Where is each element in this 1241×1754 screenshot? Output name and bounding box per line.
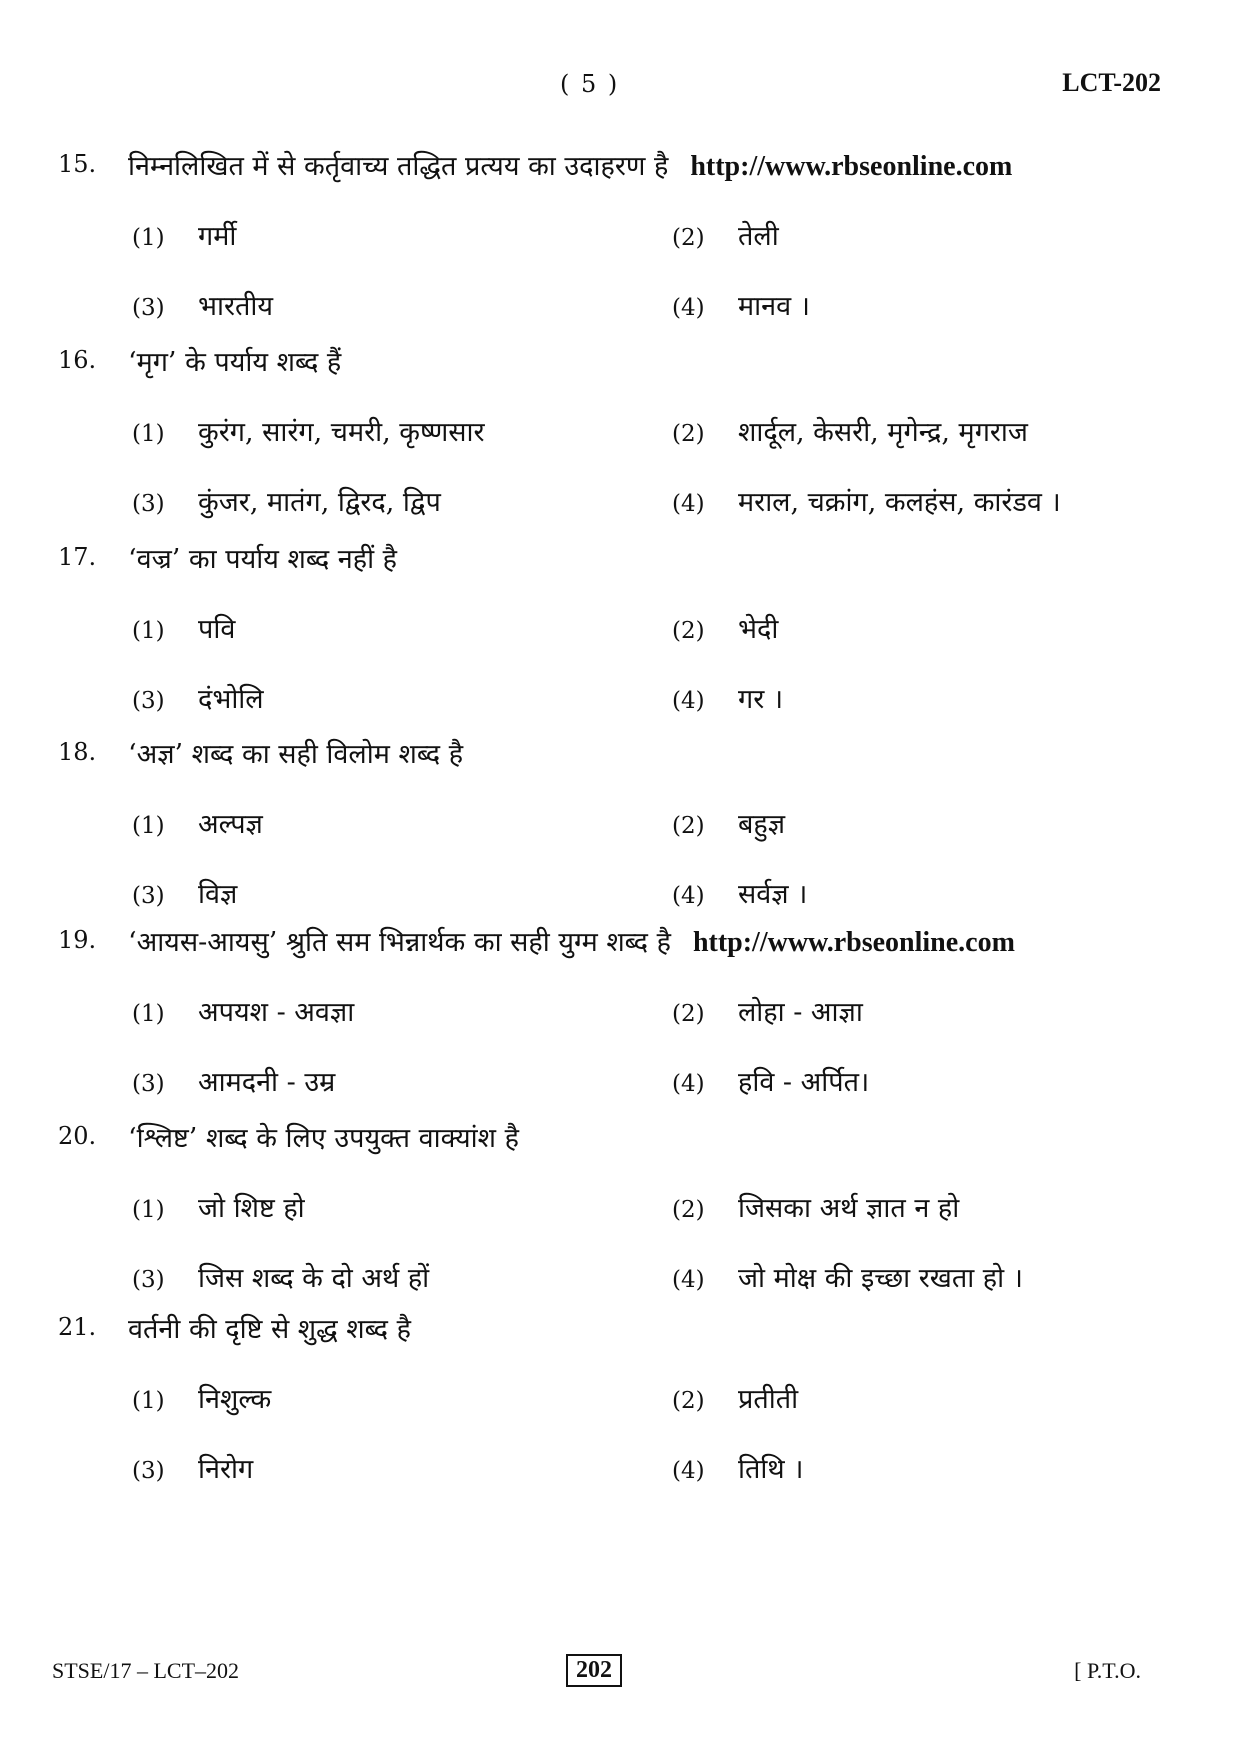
option-3	[132, 1062, 335, 1099]
option-number: (2)	[672, 225, 705, 251]
question-number: 17.	[58, 543, 97, 571]
option-text: सर्वज्ञ ।	[738, 879, 808, 910]
paper-code: LCT-202	[1062, 68, 1161, 97]
option-text: विज्ञ	[198, 879, 238, 910]
footer-code-box: 202	[566, 1654, 622, 1687]
option-number: (3)	[132, 1458, 165, 1484]
option-text: शार्दूल, केसरी, मृगेन्द्र, मृगराज	[738, 417, 1028, 448]
option-number: (1)	[132, 1197, 165, 1223]
option-number: (3)	[132, 688, 165, 714]
option-4	[672, 1062, 869, 1099]
option-text: भारतीय	[198, 291, 274, 322]
option-4	[672, 1258, 1023, 1295]
option-text: भेदी	[738, 614, 779, 645]
option-number: (1)	[132, 225, 165, 251]
option-number: (3)	[132, 883, 165, 909]
option-4	[672, 482, 1061, 519]
option-1	[132, 992, 354, 1029]
option-number: (4)	[672, 295, 705, 321]
option-text: बहुज्ञ	[738, 809, 786, 840]
question-number: 19.	[58, 926, 97, 954]
option-text: निरोग	[198, 1454, 254, 1485]
option-number: (3)	[132, 1267, 165, 1293]
option-number: (2)	[672, 1001, 705, 1027]
option-text: निशुल्क	[198, 1384, 272, 1415]
page-number: ( 5 )	[560, 70, 620, 98]
option-number: (1)	[132, 1388, 165, 1414]
option-text: जो मोक्ष की इच्छा रखता हो ।	[738, 1263, 1023, 1294]
option-3	[132, 1449, 253, 1486]
option-2	[672, 216, 779, 253]
option-text: आमदनी - उम्र	[198, 1067, 336, 1098]
question-number: 18.	[58, 738, 97, 766]
option-number: (2)	[672, 618, 705, 644]
option-number: (1)	[132, 813, 165, 839]
question-text: ‘वज्र’ का पर्याय शब्द नहीं है	[128, 544, 397, 575]
question-number: 16.	[58, 346, 97, 374]
option-text: अपयश - अवज्ञा	[198, 997, 355, 1028]
footer-pto: [ P.T.O.	[1074, 1658, 1141, 1683]
option-text: मानव ।	[738, 291, 810, 322]
option-text: प्रतीती	[738, 1384, 799, 1415]
question-text: ‘श्लिष्ट’ शब्द के लिए उपयुक्त वाक्यांश है	[128, 1123, 519, 1154]
option-number: (1)	[132, 421, 165, 447]
option-text: अल्पज्ञ	[198, 809, 263, 840]
footer-exam-code: STSE/17 – LCT–202	[52, 1658, 240, 1683]
option-1	[132, 1188, 305, 1225]
option-text: मराल, चक्रांग, कलहंस, कारंडव ।	[738, 487, 1061, 518]
option-2	[672, 609, 778, 646]
option-3	[132, 679, 264, 716]
source-url: http://www.rbseonline.com	[692, 927, 1015, 958]
question-text: ‘मृग’ के पर्याय शब्द हैं	[128, 347, 342, 378]
option-text: हवि - अर्पित।	[738, 1067, 870, 1098]
option-1	[132, 412, 485, 449]
option-4	[672, 1449, 803, 1486]
question-number: 20.	[58, 1122, 97, 1150]
option-2	[672, 1188, 959, 1225]
option-number: (4)	[672, 1071, 705, 1097]
option-text: जिसका अर्थ ज्ञात न हो	[738, 1193, 960, 1224]
option-text: दंभोलि	[198, 684, 264, 715]
option-1	[132, 1379, 271, 1416]
question-text	[128, 146, 1012, 183]
question-number: 15.	[58, 150, 97, 178]
source-url: http://www.rbseonline.com	[690, 151, 1013, 182]
question-text: वर्तनी की दृष्टि से शुद्ध शब्द है	[128, 1314, 411, 1345]
option-3	[132, 1258, 429, 1295]
question-text	[128, 922, 1015, 959]
option-text: लोहा - आज्ञा	[738, 997, 863, 1028]
option-text: गर्मी	[198, 221, 237, 252]
question-stem: ‘आयस-आयसु’ श्रुति सम भिन्नार्थक का सही युग्म शब्द है	[128, 927, 671, 958]
option-number: (3)	[132, 295, 165, 321]
option-text: जो शिष्ट हो	[198, 1193, 305, 1224]
option-number: (4)	[672, 688, 705, 714]
option-text: कुंजर, मातंग, द्विरद, द्विप	[198, 487, 441, 518]
option-1	[132, 804, 263, 841]
option-4	[672, 874, 807, 911]
option-number: (4)	[672, 491, 705, 517]
option-text: तिथि ।	[738, 1454, 804, 1485]
option-number: (4)	[672, 883, 705, 909]
question-number: 21.	[58, 1313, 97, 1341]
option-number: (2)	[672, 421, 705, 447]
option-text: गर ।	[738, 684, 784, 715]
option-3	[132, 286, 273, 323]
question-text: ‘अज्ञ’ शब्द का सही विलोम शब्द है	[128, 739, 464, 770]
option-2	[672, 992, 863, 1029]
option-text: पवि	[198, 614, 236, 645]
option-2	[672, 412, 1028, 449]
option-1	[132, 609, 235, 646]
option-number: (3)	[132, 491, 165, 517]
option-number: (4)	[672, 1458, 705, 1484]
option-3	[132, 874, 237, 911]
option-number: (4)	[672, 1267, 705, 1293]
option-text: जिस शब्द के दो अर्थ हों	[198, 1263, 430, 1294]
option-number: (1)	[132, 1001, 165, 1027]
option-number: (2)	[672, 1388, 705, 1414]
option-number: (2)	[672, 813, 705, 839]
option-1	[132, 216, 236, 253]
option-number: (3)	[132, 1071, 165, 1097]
option-3	[132, 482, 441, 519]
option-number: (2)	[672, 1197, 705, 1223]
option-4	[672, 679, 783, 716]
question-stem: निम्नलिखित में से कर्तृवाच्य तद्धित प्रत्यय का उदाहरण है	[128, 151, 669, 182]
option-2	[672, 1379, 798, 1416]
option-text: तेली	[738, 221, 779, 252]
option-2	[672, 804, 785, 841]
option-4	[672, 286, 810, 323]
option-text: कुरंग, सारंग, चमरी, कृष्णसार	[198, 417, 485, 448]
option-number: (1)	[132, 618, 165, 644]
question-21	[0, 1313, 1241, 1563]
